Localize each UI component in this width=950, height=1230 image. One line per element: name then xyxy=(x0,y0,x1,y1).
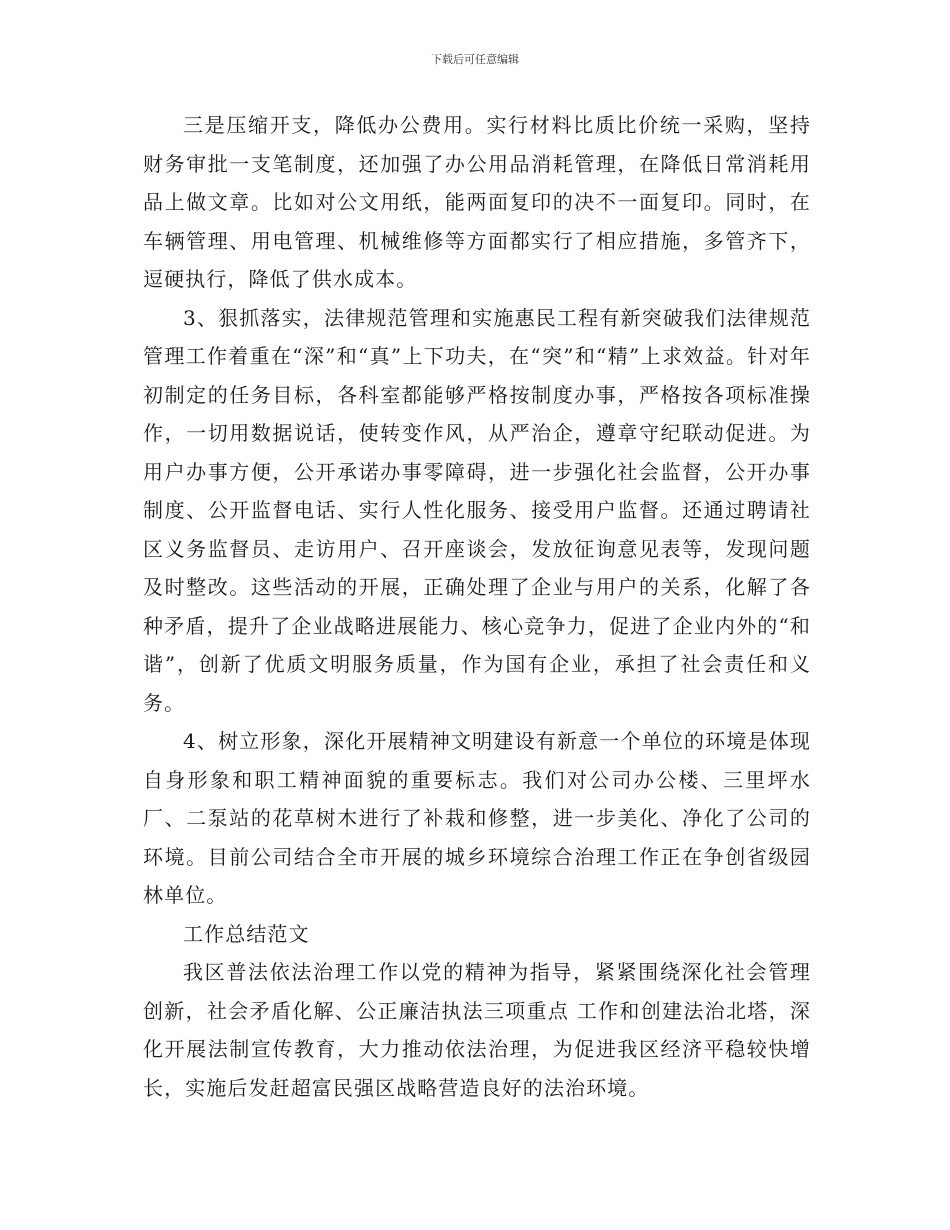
section-heading: 工作总结范文 xyxy=(183,921,310,946)
paragraph-legal-governance: 我区普法依法治理工作以党的精神为指导，紧紧围绕深化社会管理创新，社会矛盾化解、公正廉洁执法三项重点 工作和创建法治北塔，深化开展法制宣传教育，大力推动依法治理，为促进我区经济平稳较快增长，实施后发赶超富民强区战略营造良好的法治环境。 xyxy=(143,960,811,1100)
document-body xyxy=(143,106,811,1107)
paragraph-cost-reduction: 三是压缩开支，降低办公费用。实行材料比质比价统一采购，坚持财务审批一支笔制度，还加强了办公用品消耗管理，在降低日常消耗用品上做文章。比如对公文用纸，能两面复印的决不一面复印。同时，在车辆管理、用电管理、机械维修等方面都实行了相应措施，多管齐下，逗硬执行，降低了供水成本。 xyxy=(143,113,811,291)
page-header: 下载后可任意编辑 xyxy=(431,53,519,66)
paragraph-legal-management: 3、狠抓落实，法律规范管理和实施惠民工程有新突破我们法律规范管理工作着重在“深”和“真”上下功夫，在“突”和“精”上求效益。针对年初制定的任务目标，各科室都能够严格按制度办事，严格按各项标准操作，一切用数据说话，使转变作风，从严治企，遵章守纪联动促进。为用户办事方便，公开承诺办事零障碍，进一步强化社会监督，公开办事制度、公开监督电话、实行人性化服务、接受用户监督。还通过聘请社区义务监督员、走访用户、召开座谈会，发放征询意见表等，发现问题及时整改。这些活动的开展，正确处理了企业与用户的关系，化解了各种矛盾，提升了企业战略进展能力、核心竞争力，促进了企业内外的“和谐”，创新了优质文明服务质量，作为国有企业，承担了社会责任和义务。 xyxy=(143,305,811,715)
paragraph-image-building: 4、树立形象，深化开展精神文明建设有新意一个单位的环境是体现自身形象和职工精神面貌的重要标志。我们对公司办公楼、三里坪水厂、二泵站的花草树木进行了补栽和修整，进一步美化、净化了公司的环境。目前公司结合全市开展的城乡环境综合治理工作正在争创省级园林单位。 xyxy=(143,729,811,907)
